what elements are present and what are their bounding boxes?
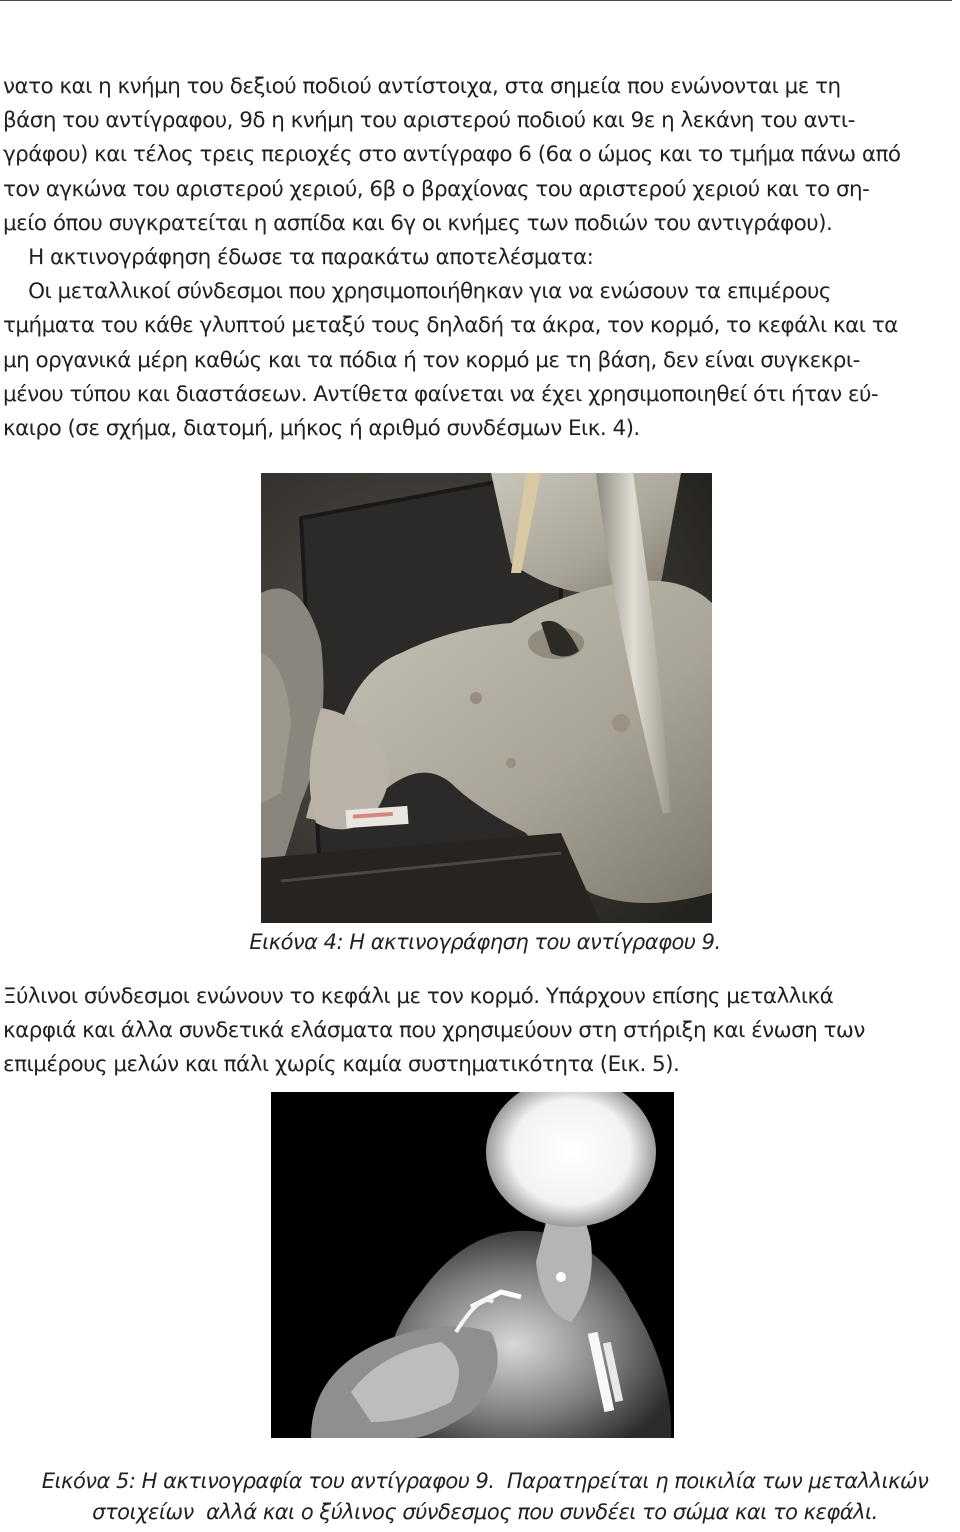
text-line: Ξύλινοι σύνδεσμοι ενώνουν το κεφάλι με τον κορμό. Υπάρχουν επίσης μεταλλικά [3, 984, 834, 1009]
text-line: μείο όπου συγκρατείται η ασπίδα και 6γ οι κνήμες των ποδιών του αντιγράφου). [3, 210, 833, 236]
text-line: μη οργανικά μέρη καθώς και τα πόδια ή τον κορμό με τη βάση, δεν είναι συγκεκρι- [3, 347, 860, 373]
figure-5-xray [271, 1092, 674, 1438]
caption-line: Εικόνα 5: Η ακτινογραφία του αντίγραφου 9. Παρατηρείται η ποικιλία των μεταλλικών [41, 1469, 929, 1493]
text-line: Η ακτινογράφηση έδωσε τα παρακάτω αποτελέσματα: [3, 245, 594, 271]
text-line: βάση του αντίγραφου, 9δ η κνήμη του αριστερού ποδιού και 9ε η λεκάνη του αντι- [3, 108, 855, 134]
text-line: καρφιά και άλλα συνδετικά ελάσματα που χρησιμεύουν στη στήριξη και ένωση των [3, 1018, 865, 1044]
text-line: νατο και η κνήμη του δεξιού ποδιού αντίστοιχα, στα σημεία που ενώνονται με τη [3, 74, 841, 99]
text-line: μένου τύπου και διαστάσεων. Αντίθετα φαίνεται να έχει χρησιμοποιηθεί ότι ήταν εύ- [3, 381, 879, 407]
top-rule [0, 0, 952, 1]
text-line: Οι μεταλλικοί σύνδεσμοι που χρησιμοποιήθηκαν για να ενώσουν τα επιμέρους [3, 279, 832, 305]
body-paragraph-top [3, 70, 959, 446]
caption-line: στοιχείων αλλά και ο ξύλινος σύνδεσμος που συνδέει το σώμα και το κεφάλι. [92, 1500, 878, 1524]
text-line: επιμέρους μελών και πάλι χωρίς καμία συστηματικότητα (Εικ. 5). [3, 1052, 680, 1078]
figure-5-caption [0, 1466, 960, 1528]
text-line: γράφου) και τέλος τρεις περιοχές στο αντίγραφο 6 (6α ο ώμος και το τμήμα πάνω από [3, 142, 901, 168]
body-paragraph-middle [3, 980, 959, 1083]
figure-4-photo [261, 473, 712, 923]
figure-4-caption: Εικόνα 4: Η ακτινογράφηση του αντίγραφου 9. [249, 930, 721, 954]
text-line: καιρο (σε σχήμα, διατομή, μήκος ή αριθμό συνδέσμων Εικ. 4). [3, 416, 640, 442]
text-line: τμήματα του κάθε γλυπτού μεταξύ τους δηλαδή τα άκρα, τον κορμό, το κεφάλι και τα [3, 313, 898, 339]
text-line: τον αγκώνα του αριστερού χεριού, 6β ο βραχίονας του αριστερού χεριού και το ση- [3, 176, 870, 202]
